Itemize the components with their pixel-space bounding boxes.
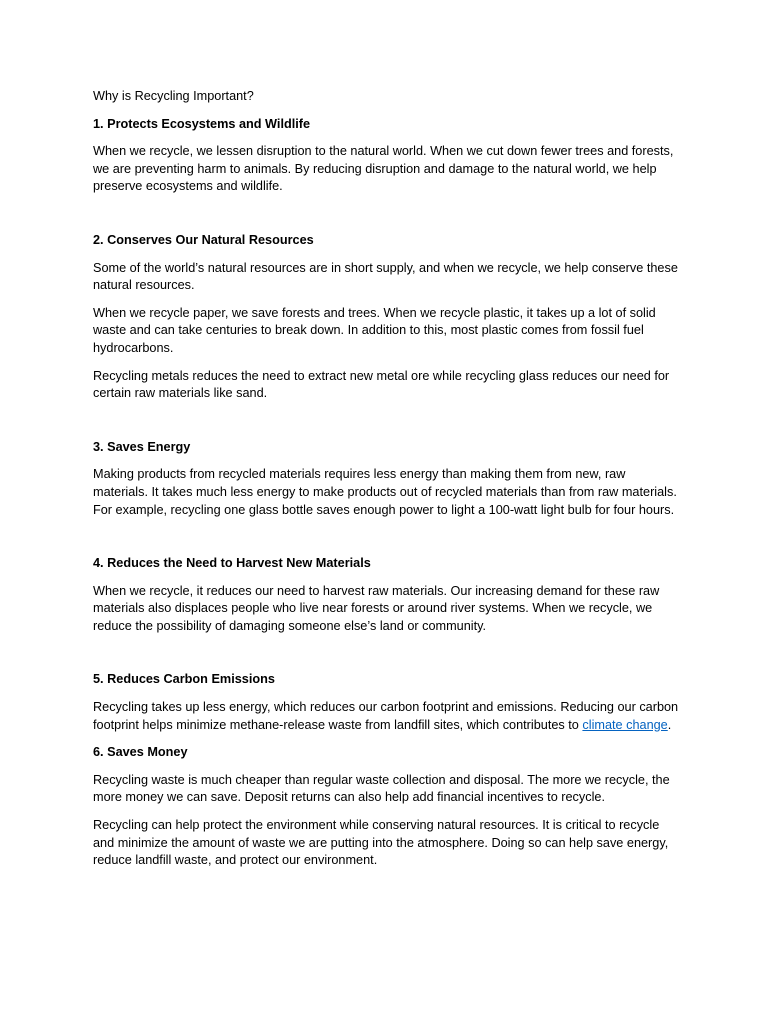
climate-change-link[interactable]: climate change bbox=[582, 717, 668, 732]
section-2-paragraph-3: Recycling metals reduces the need to extract new metal ore while recycling glass reduces our need for certain raw materials like sand. bbox=[93, 368, 670, 401]
section-3-paragraph-1: Making products from recycled materials requires less energy than making them from new, raw materials. It takes much less energy to make products out of recycled materials than from raw materials. For example, recycling one glass bottle saves enough power to light a 100-watt light bulb for four hours. bbox=[93, 467, 677, 517]
section-6-paragraph-1: Recycling waste is much cheaper than regular waste collection and disposal. The more we recycle, the more money we can save. Deposit returns can also help add financial incentives to recycle. bbox=[93, 772, 670, 805]
section-5-paragraph-trailing: . bbox=[667, 717, 672, 732]
section-4-heading: 4. Reduces the Need to Harvest New Materials bbox=[93, 556, 371, 571]
section-5-paragraph-1 bbox=[93, 699, 683, 734]
section-2-paragraph-2: When we recycle paper, we save forests and trees. When we recycle plastic, it takes up a lot of solid waste and can take centuries to break down. In addition to this, most plastic comes from fossil fuel hydrocarbons. bbox=[93, 305, 656, 355]
section-1-heading: 1. Protects Ecosystems and Wildlife bbox=[93, 116, 311, 131]
section-4-paragraph-1: When we recycle, it reduces our need to harvest raw materials. Our increasing demand for these raw materials also displaces people who live near forests or around river systems. When we recycle, we reduce the possibility of damaging someone else’s land or community. bbox=[93, 583, 660, 633]
section-6-heading: 6. Saves Money bbox=[93, 745, 188, 760]
section-6-paragraph-2: Recycling can help protect the environment while conserving natural resources. It is critical to recycle and minimize the amount of waste we are putting into the atmosphere. Doing so can help save energy, reduce landfill waste, and protect our environment. bbox=[93, 818, 669, 868]
section-5-paragraph-text: Recycling takes up less energy, which reduces our carbon footprint and emissions. Reducing our carbon footprint helps minimize methane-release waste from landfill sites, which contributes to bbox=[93, 700, 679, 732]
section-5-heading: 5. Reduces Carbon Emissions bbox=[93, 672, 275, 687]
section-1-paragraph-1: When we recycle, we lessen disruption to the natural world. When we cut down fewer trees and forests, we are preventing harm to animals. By reducing disruption and damage to the natural world, we help preserve ecosystems and wildlife. bbox=[93, 144, 674, 194]
document-page bbox=[93, 88, 683, 880]
document-title: Why is Recycling Important? bbox=[93, 89, 254, 103]
section-2-heading: 2. Conserves Our Natural Resources bbox=[93, 232, 314, 247]
section-3-heading: 3. Saves Energy bbox=[93, 439, 191, 454]
section-2-paragraph-1: Some of the world’s natural resources are in short supply, and when we recycle, we help conserve these natural resources. bbox=[93, 260, 678, 293]
